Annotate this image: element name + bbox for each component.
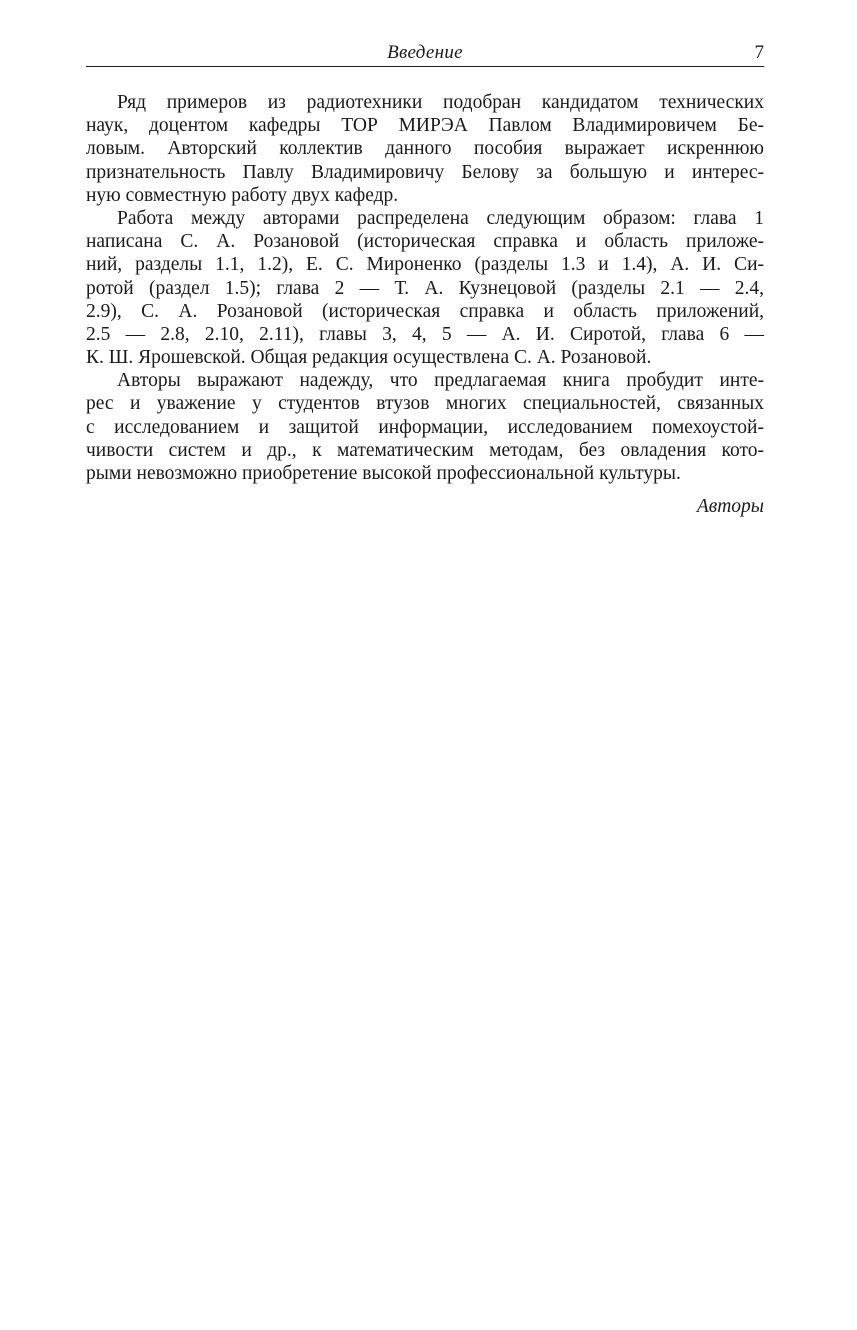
text-line: написана С. А. Розановой (историческая справка и область приложе- [86, 231, 764, 253]
text-line: 2.5 — 2.8, 2.10, 2.11), главы 3, 4, 5 — А. И. Сиротой, глава 6 — [86, 323, 764, 345]
text-line: рыми невозможно приобретение высокой профессиональной культуры. [86, 463, 681, 484]
text-line: ротой (раздел 1.5); глава 2 — Т. А. Кузнецовой (разделы 2.1 — 2.4, [86, 277, 764, 299]
paragraph-work-distribution [86, 207, 764, 369]
text-line: Работа между авторами распределена следующим образом: глава 1 [117, 207, 764, 229]
text-line: Ряд примеров из радиотехники подобран кандидатом технических [117, 92, 764, 113]
text-line: ний, разделы 1.1, 1.2), Е. С. Мироненко (разделы 1.3 и 1.4), А. И. Си- [86, 254, 764, 276]
text-line: чивости систем и др., к математическим методам, без овладения кото- [86, 439, 764, 461]
signature: Авторы [696, 496, 764, 518]
running-title: Введение [387, 42, 463, 63]
text-line: 2.9), С. А. Розановой (историческая справка и область приложений, [86, 300, 764, 322]
text-line: признательность Павлу Владимировичу Белову за большую и интерес- [86, 161, 764, 183]
text-line: ную совместную работу двух кафедр. [86, 184, 399, 206]
paragraph-acknowledgment [86, 91, 764, 207]
page-number: 7 [754, 42, 764, 63]
paragraph-hope [86, 369, 764, 485]
text-line: Авторы выражают надежду, что предлагаемая книга пробудит инте- [117, 370, 764, 392]
text-line: К. Ш. Ярошевской. Общая редакция осуществлена С. А. Розановой. [86, 347, 652, 369]
body-text [86, 91, 764, 485]
book-page [86, 40, 764, 518]
running-header [86, 40, 764, 67]
text-line: ловым. Авторский коллектив данного пособия выражает искреннюю [86, 138, 764, 160]
text-line: с исследованием и защитой информации, исследованием помехоустой- [86, 416, 764, 438]
text-line: наук, доцентом кафедры ТОР МИРЭА Павлом Владимировичем Бе- [86, 115, 764, 137]
text-line: рес и уважение у студентов втузов многих специальностей, связанных [86, 393, 764, 415]
